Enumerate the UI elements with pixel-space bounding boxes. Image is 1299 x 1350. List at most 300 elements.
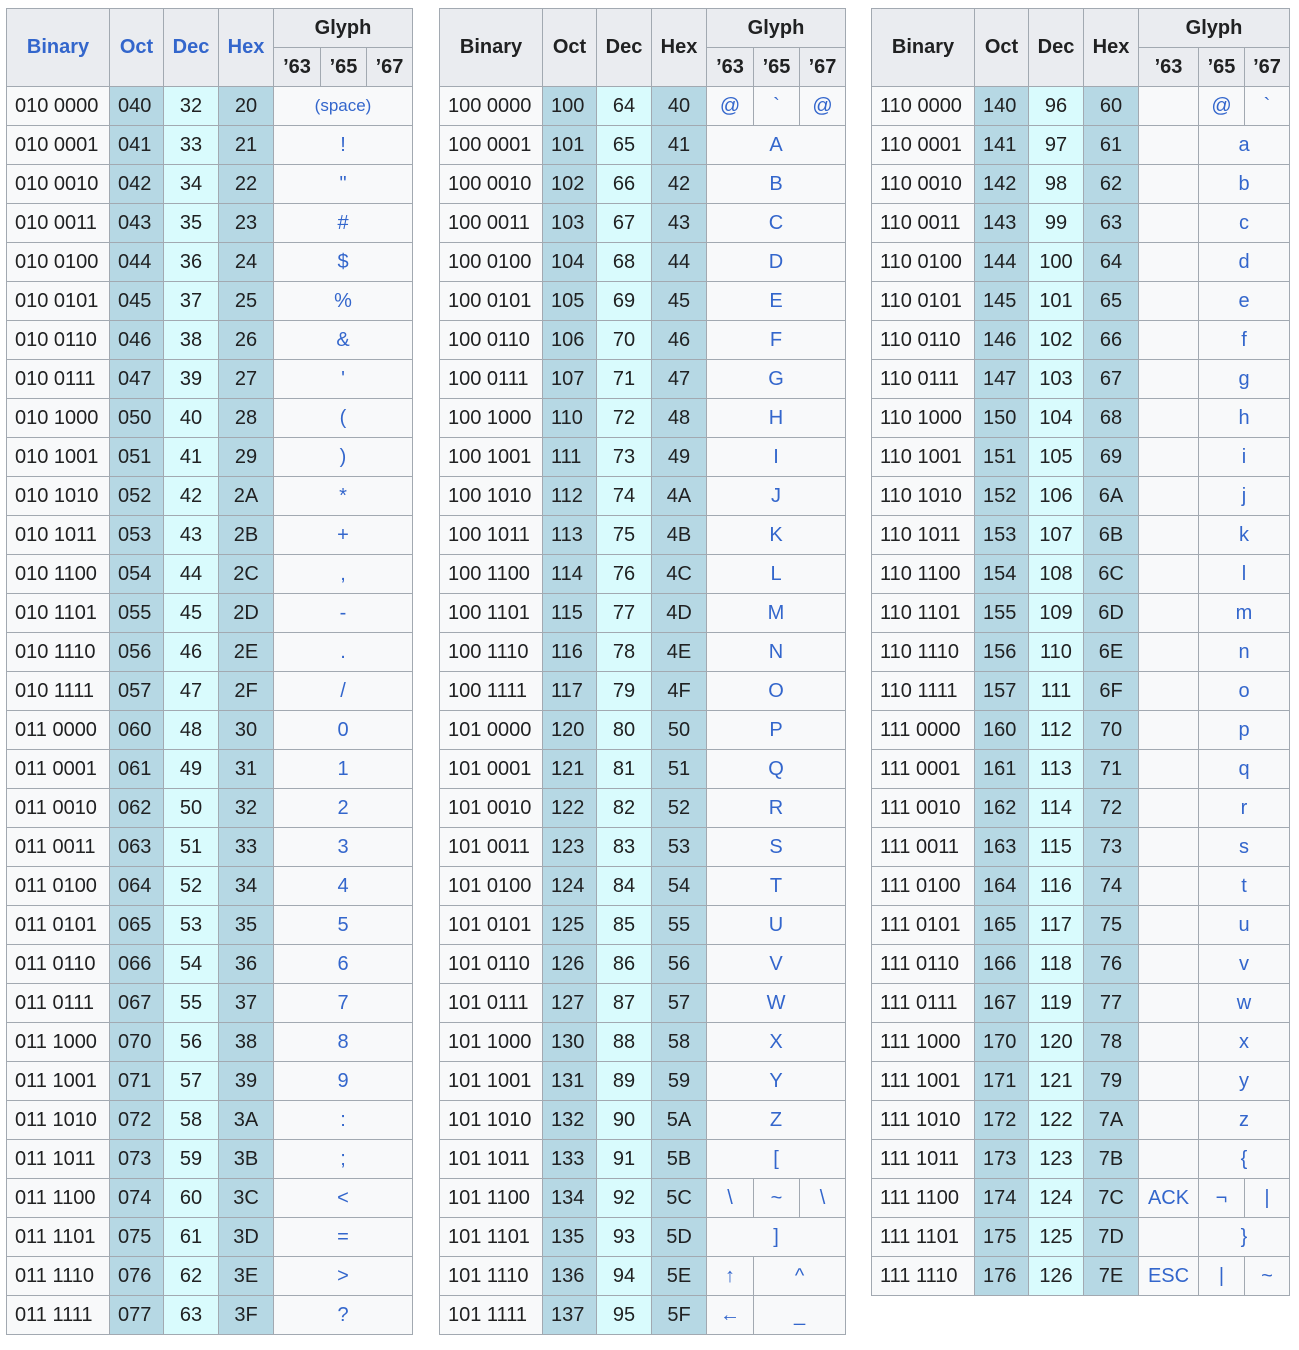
oct-cell: 067 — [110, 984, 164, 1023]
dec-cell: 47 — [164, 672, 219, 711]
oct-cell: 066 — [110, 945, 164, 984]
hex-cell: 3E — [219, 1257, 274, 1296]
glyph-cell[interactable]: E — [707, 282, 846, 321]
table-row — [872, 87, 1290, 126]
glyph-cell[interactable]: ? — [274, 1296, 413, 1335]
table-row — [440, 672, 846, 711]
binary-cell: 111 0010 — [872, 789, 975, 828]
glyph-cell[interactable]: 6 — [274, 945, 413, 984]
glyph-63-cell — [1139, 1218, 1199, 1257]
glyph-cell[interactable]: # — [274, 204, 413, 243]
dec-cell: 79 — [597, 672, 652, 711]
glyph-63-cell — [1139, 360, 1199, 399]
dec-cell: 60 — [164, 1179, 219, 1218]
dec-cell: 72 — [597, 399, 652, 438]
binary-cell: 111 0101 — [872, 906, 975, 945]
glyph-cell[interactable]: L — [707, 555, 846, 594]
binary-cell: 100 1110 — [440, 633, 543, 672]
glyph-65-67-cell[interactable]: l — [1199, 555, 1290, 594]
oct-cell: 115 — [543, 594, 597, 633]
oct-cell: 070 — [110, 1023, 164, 1062]
oct-cell: 121 — [543, 750, 597, 789]
glyph-65-67-cell[interactable]: r — [1199, 789, 1290, 828]
hex-cell: 43 — [652, 204, 707, 243]
binary-cell: 111 1110 — [872, 1257, 975, 1296]
glyph-65-67-cell[interactable]: y — [1199, 1062, 1290, 1101]
hex-cell: 3D — [219, 1218, 274, 1257]
table-row — [872, 204, 1290, 243]
table-2-body — [440, 87, 846, 1335]
glyph-63-cell — [1139, 1140, 1199, 1179]
glyph-cell[interactable]: ; — [274, 1140, 413, 1179]
table-row — [440, 906, 846, 945]
hex-cell: 45 — [652, 282, 707, 321]
table-row — [440, 87, 846, 126]
hex-cell: 73 — [1084, 828, 1139, 867]
oct-cell: 116 — [543, 633, 597, 672]
glyph-cell[interactable]: O — [707, 672, 846, 711]
binary-header[interactable]: Binary — [7, 9, 110, 87]
hex-cell: 41 — [652, 126, 707, 165]
dec-cell: 73 — [597, 438, 652, 477]
glyph-cell[interactable]: 2 — [274, 789, 413, 828]
table-row — [440, 321, 846, 360]
oct-cell: 072 — [110, 1101, 164, 1140]
glyph-63-cell[interactable]: ← — [707, 1296, 754, 1335]
year-63-header: ’63 — [1139, 48, 1199, 87]
glyph-cell[interactable]: K — [707, 516, 846, 555]
binary-cell: 101 0101 — [440, 906, 543, 945]
binary-cell: 010 1110 — [7, 633, 110, 672]
hex-cell: 26 — [219, 321, 274, 360]
binary-cell: 101 0110 — [440, 945, 543, 984]
hex-cell: 63 — [1084, 204, 1139, 243]
binary-cell: 101 1000 — [440, 1023, 543, 1062]
table-row — [440, 1140, 846, 1179]
glyph-cell[interactable]: Z — [707, 1101, 846, 1140]
glyph-cell[interactable]: % — [274, 282, 413, 321]
dec-cell: 110 — [1029, 633, 1084, 672]
glyph-65-67-cell[interactable]: ^ — [754, 1257, 846, 1296]
hex-cell: 31 — [219, 750, 274, 789]
oct-cell: 100 — [543, 87, 597, 126]
binary-cell: 110 0010 — [872, 165, 975, 204]
glyph-65-67-cell[interactable]: c — [1199, 204, 1290, 243]
binary-cell: 011 0100 — [7, 867, 110, 906]
glyph-65-67-cell[interactable]: _ — [754, 1296, 846, 1335]
glyph-67-cell[interactable]: \ — [800, 1179, 846, 1218]
glyph-cell[interactable]: I — [707, 438, 846, 477]
glyph-cell[interactable]: P — [707, 711, 846, 750]
oct-cell: 132 — [543, 1101, 597, 1140]
binary-cell: 110 0000 — [872, 87, 975, 126]
dec-cell: 36 — [164, 243, 219, 282]
glyph-cell[interactable]: 7 — [274, 984, 413, 1023]
dec-cell: 125 — [1029, 1218, 1084, 1257]
dec-cell: 43 — [164, 516, 219, 555]
glyph-cell[interactable]: ] — [707, 1218, 846, 1257]
year-67-header: ’67 — [1245, 48, 1290, 87]
glyph-63-cell[interactable]: ↑ — [707, 1257, 754, 1296]
glyph-65-cell[interactable]: ¬ — [1199, 1179, 1245, 1218]
glyph-67-cell[interactable]: ` — [1245, 87, 1290, 126]
binary-cell: 010 1111 — [7, 672, 110, 711]
glyph-65-67-cell[interactable]: j — [1199, 477, 1290, 516]
table-row — [440, 1062, 846, 1101]
hex-cell: 52 — [652, 789, 707, 828]
hex-cell: 6F — [1084, 672, 1139, 711]
dec-cell: 81 — [597, 750, 652, 789]
glyph-65-67-cell[interactable]: z — [1199, 1101, 1290, 1140]
glyph-cell[interactable]: 8 — [274, 1023, 413, 1062]
dec-cell: 39 — [164, 360, 219, 399]
dec-cell: 112 — [1029, 711, 1084, 750]
glyph-cell[interactable]: Y — [707, 1062, 846, 1101]
table-row — [7, 984, 413, 1023]
hex-cell: 51 — [652, 750, 707, 789]
year-67-header: ’67 — [367, 48, 413, 87]
dec-cell: 91 — [597, 1140, 652, 1179]
glyph-cell[interactable]: . — [274, 633, 413, 672]
oct-cell: 120 — [543, 711, 597, 750]
glyph-65-67-cell[interactable]: d — [1199, 243, 1290, 282]
oct-cell: 123 — [543, 828, 597, 867]
oct-cell: 143 — [975, 204, 1029, 243]
dec-cell: 63 — [164, 1296, 219, 1335]
glyph-67-cell[interactable]: ~ — [1245, 1257, 1290, 1296]
hex-cell: 5B — [652, 1140, 707, 1179]
glyph-cell[interactable]: R — [707, 789, 846, 828]
glyph-65-67-cell[interactable]: o — [1199, 672, 1290, 711]
table-row — [7, 945, 413, 984]
binary-cell: 111 1010 — [872, 1101, 975, 1140]
dec-cell: 35 — [164, 204, 219, 243]
dec-cell: 48 — [164, 711, 219, 750]
glyph-cell[interactable]: D — [707, 243, 846, 282]
dec-cell: 65 — [597, 126, 652, 165]
table-row — [7, 1101, 413, 1140]
dec-cell: 56 — [164, 1023, 219, 1062]
glyph-63-cell[interactable]: ESC — [1139, 1257, 1199, 1296]
glyph-cell[interactable]: G — [707, 360, 846, 399]
glyph-65-67-cell[interactable]: v — [1199, 945, 1290, 984]
dec-cell: 87 — [597, 984, 652, 1023]
dec-cell: 80 — [597, 711, 652, 750]
hex-cell: 35 — [219, 906, 274, 945]
oct-cell: 106 — [543, 321, 597, 360]
glyph-65-cell[interactable]: ` — [754, 87, 800, 126]
table-row — [7, 321, 413, 360]
oct-cell: 127 — [543, 984, 597, 1023]
oct-cell: 053 — [110, 516, 164, 555]
glyph-65-67-cell[interactable]: m — [1199, 594, 1290, 633]
dec-cell: 109 — [1029, 594, 1084, 633]
glyph-cell[interactable]: X — [707, 1023, 846, 1062]
glyph-65-67-cell[interactable]: { — [1199, 1140, 1290, 1179]
table-row — [440, 516, 846, 555]
glyph-cell[interactable]: 4 — [274, 867, 413, 906]
dec-cell: 71 — [597, 360, 652, 399]
hex-cell: 4B — [652, 516, 707, 555]
table-row — [872, 399, 1290, 438]
glyph-cell[interactable]: V — [707, 945, 846, 984]
binary-cell: 100 1010 — [440, 477, 543, 516]
oct-cell: 122 — [543, 789, 597, 828]
glyph-63-cell — [1139, 906, 1199, 945]
glyph-cell[interactable]: = — [274, 1218, 413, 1257]
glyph-65-67-cell[interactable]: k — [1199, 516, 1290, 555]
table-row — [872, 711, 1290, 750]
glyph-63-cell[interactable]: @ — [707, 87, 754, 126]
glyph-65-67-cell[interactable]: p — [1199, 711, 1290, 750]
dec-cell: 93 — [597, 1218, 652, 1257]
glyph-65-67-cell[interactable]: h — [1199, 399, 1290, 438]
glyph-65-67-cell[interactable]: e — [1199, 282, 1290, 321]
glyph-cell[interactable]: (space) — [274, 87, 413, 126]
binary-cell: 101 0010 — [440, 789, 543, 828]
glyph-63-cell — [1139, 321, 1199, 360]
oct-cell: 167 — [975, 984, 1029, 1023]
glyph-cell[interactable]: T — [707, 867, 846, 906]
glyph-cell[interactable]: $ — [274, 243, 413, 282]
glyph-63-cell[interactable]: ACK — [1139, 1179, 1199, 1218]
glyph-cell[interactable]: J — [707, 477, 846, 516]
glyph-65-67-cell[interactable]: x — [1199, 1023, 1290, 1062]
dec-cell: 95 — [597, 1296, 652, 1335]
dec-cell: 102 — [1029, 321, 1084, 360]
table-row — [440, 1296, 846, 1335]
hex-header[interactable]: Hex — [219, 9, 274, 87]
glyph-65-cell[interactable]: | — [1199, 1257, 1245, 1296]
glyph-63-cell[interactable]: \ — [707, 1179, 754, 1218]
hex-cell: 59 — [652, 1062, 707, 1101]
dec-cell: 103 — [1029, 360, 1084, 399]
binary-header: Binary — [872, 9, 975, 87]
oct-cell: 172 — [975, 1101, 1029, 1140]
hex-cell: 2B — [219, 516, 274, 555]
dec-cell: 37 — [164, 282, 219, 321]
glyph-cell[interactable]: 9 — [274, 1062, 413, 1101]
table-row — [7, 282, 413, 321]
dec-cell: 53 — [164, 906, 219, 945]
table-row — [7, 1296, 413, 1335]
oct-cell: 153 — [975, 516, 1029, 555]
glyph-67-cell[interactable]: | — [1245, 1179, 1290, 1218]
glyph-65-67-cell[interactable]: } — [1199, 1218, 1290, 1257]
dec-cell: 52 — [164, 867, 219, 906]
glyph-cell[interactable]: ! — [274, 126, 413, 165]
binary-cell: 101 0111 — [440, 984, 543, 1023]
glyph-65-67-cell[interactable]: w — [1199, 984, 1290, 1023]
glyph-65-67-cell[interactable]: b — [1199, 165, 1290, 204]
glyph-65-67-cell[interactable]: s — [1199, 828, 1290, 867]
hex-cell: 69 — [1084, 438, 1139, 477]
year-67-header: ’67 — [800, 48, 846, 87]
glyph-65-67-cell[interactable]: u — [1199, 906, 1290, 945]
table-row — [872, 243, 1290, 282]
oct-header[interactable]: Oct — [110, 9, 164, 87]
binary-cell: 100 0100 — [440, 243, 543, 282]
binary-cell: 111 1100 — [872, 1179, 975, 1218]
binary-cell: 111 0011 — [872, 828, 975, 867]
binary-cell: 111 0001 — [872, 750, 975, 789]
dec-cell: 111 — [1029, 672, 1084, 711]
glyph-63-cell — [1139, 555, 1199, 594]
binary-cell: 010 0010 — [7, 165, 110, 204]
glyph-65-67-cell[interactable]: i — [1199, 438, 1290, 477]
dec-cell: 116 — [1029, 867, 1084, 906]
dec-cell: 114 — [1029, 789, 1084, 828]
table-row — [7, 1062, 413, 1101]
table-row — [872, 945, 1290, 984]
glyph-cell[interactable]: B — [707, 165, 846, 204]
hex-cell: 58 — [652, 1023, 707, 1062]
hex-cell: 6C — [1084, 555, 1139, 594]
oct-cell: 044 — [110, 243, 164, 282]
binary-cell: 100 1100 — [440, 555, 543, 594]
glyph-cell[interactable]: / — [274, 672, 413, 711]
binary-cell: 011 1001 — [7, 1062, 110, 1101]
binary-cell: 100 0101 — [440, 282, 543, 321]
hex-cell: 56 — [652, 945, 707, 984]
table-row — [440, 1101, 846, 1140]
glyph-65-67-cell[interactable]: n — [1199, 633, 1290, 672]
dec-cell: 98 — [1029, 165, 1084, 204]
glyph-cell[interactable]: ( — [274, 399, 413, 438]
dec-cell: 54 — [164, 945, 219, 984]
glyph-cell[interactable]: 1 — [274, 750, 413, 789]
hex-cell: 37 — [219, 984, 274, 1023]
hex-cell: 34 — [219, 867, 274, 906]
glyph-cell[interactable]: + — [274, 516, 413, 555]
oct-cell: 056 — [110, 633, 164, 672]
hex-cell: 75 — [1084, 906, 1139, 945]
glyph-65-cell[interactable]: @ — [1199, 87, 1245, 126]
binary-cell: 010 1001 — [7, 438, 110, 477]
glyph-cell[interactable]: M — [707, 594, 846, 633]
hex-cell: 4E — [652, 633, 707, 672]
table-row — [872, 633, 1290, 672]
dec-header[interactable]: Dec — [164, 9, 219, 87]
glyph-65-67-cell[interactable]: a — [1199, 126, 1290, 165]
glyph-65-67-cell[interactable]: g — [1199, 360, 1290, 399]
binary-cell: 111 1011 — [872, 1140, 975, 1179]
dec-cell: 49 — [164, 750, 219, 789]
glyph-67-cell[interactable]: @ — [800, 87, 846, 126]
glyph-cell[interactable]: U — [707, 906, 846, 945]
glyph-cell[interactable]: ) — [274, 438, 413, 477]
binary-cell: 100 1101 — [440, 594, 543, 633]
glyph-65-67-cell[interactable]: t — [1199, 867, 1290, 906]
dec-cell: 124 — [1029, 1179, 1084, 1218]
glyph-cell[interactable]: ' — [274, 360, 413, 399]
glyph-cell[interactable]: < — [274, 1179, 413, 1218]
glyph-cell[interactable]: , — [274, 555, 413, 594]
glyph-cell[interactable]: 3 — [274, 828, 413, 867]
glyph-cell[interactable]: W — [707, 984, 846, 1023]
oct-cell: 144 — [975, 243, 1029, 282]
binary-cell: 011 0111 — [7, 984, 110, 1023]
dec-cell: 123 — [1029, 1140, 1084, 1179]
glyph-cell[interactable]: C — [707, 204, 846, 243]
oct-cell: 150 — [975, 399, 1029, 438]
binary-cell: 100 0011 — [440, 204, 543, 243]
year-65-header: ’65 — [321, 48, 367, 87]
binary-cell: 110 0110 — [872, 321, 975, 360]
table-row — [440, 711, 846, 750]
glyph-cell[interactable]: [ — [707, 1140, 846, 1179]
oct-cell: 154 — [975, 555, 1029, 594]
hex-cell: 6B — [1084, 516, 1139, 555]
glyph-cell[interactable]: : — [274, 1101, 413, 1140]
glyph-cell[interactable]: > — [274, 1257, 413, 1296]
hex-cell: 2A — [219, 477, 274, 516]
dec-cell: 86 — [597, 945, 652, 984]
glyph-cell[interactable]: - — [274, 594, 413, 633]
glyph-63-cell — [1139, 165, 1199, 204]
hex-cell: 3C — [219, 1179, 274, 1218]
oct-cell: 043 — [110, 204, 164, 243]
binary-cell: 011 1010 — [7, 1101, 110, 1140]
dec-cell: 62 — [164, 1257, 219, 1296]
binary-cell: 111 1001 — [872, 1062, 975, 1101]
oct-cell: 146 — [975, 321, 1029, 360]
oct-cell: 073 — [110, 1140, 164, 1179]
glyph-cell[interactable]: H — [707, 399, 846, 438]
dec-cell: 75 — [597, 516, 652, 555]
hex-cell: 71 — [1084, 750, 1139, 789]
dec-cell: 74 — [597, 477, 652, 516]
oct-cell: 104 — [543, 243, 597, 282]
binary-cell: 011 1011 — [7, 1140, 110, 1179]
glyph-65-67-cell[interactable]: q — [1199, 750, 1290, 789]
table-row — [7, 87, 413, 126]
oct-cell: 055 — [110, 594, 164, 633]
oct-cell: 117 — [543, 672, 597, 711]
glyph-cell[interactable]: Q — [707, 750, 846, 789]
dec-cell: 51 — [164, 828, 219, 867]
dec-cell: 67 — [597, 204, 652, 243]
glyph-65-cell[interactable]: ~ — [754, 1179, 800, 1218]
glyph-cell[interactable]: 0 — [274, 711, 413, 750]
table-row — [872, 360, 1290, 399]
glyph-cell[interactable]: " — [274, 165, 413, 204]
hex-cell: 2F — [219, 672, 274, 711]
hex-cell: 5F — [652, 1296, 707, 1335]
glyph-cell[interactable]: & — [274, 321, 413, 360]
hex-cell: 4A — [652, 477, 707, 516]
glyph-cell[interactable]: A — [707, 126, 846, 165]
glyph-cell[interactable]: 5 — [274, 906, 413, 945]
glyph-cell[interactable]: N — [707, 633, 846, 672]
binary-cell: 111 1101 — [872, 1218, 975, 1257]
hex-cell: 4D — [652, 594, 707, 633]
oct-cell: 134 — [543, 1179, 597, 1218]
dec-cell: 106 — [1029, 477, 1084, 516]
hex-cell: 50 — [652, 711, 707, 750]
oct-cell: 140 — [975, 87, 1029, 126]
binary-cell: 101 0100 — [440, 867, 543, 906]
glyph-cell[interactable]: S — [707, 828, 846, 867]
glyph-63-cell — [1139, 438, 1199, 477]
table-row — [7, 867, 413, 906]
glyph-cell[interactable]: * — [274, 477, 413, 516]
glyph-cell[interactable]: F — [707, 321, 846, 360]
glyph-65-67-cell[interactable]: f — [1199, 321, 1290, 360]
hex-cell: 24 — [219, 243, 274, 282]
dec-cell: 121 — [1029, 1062, 1084, 1101]
oct-cell: 040 — [110, 87, 164, 126]
